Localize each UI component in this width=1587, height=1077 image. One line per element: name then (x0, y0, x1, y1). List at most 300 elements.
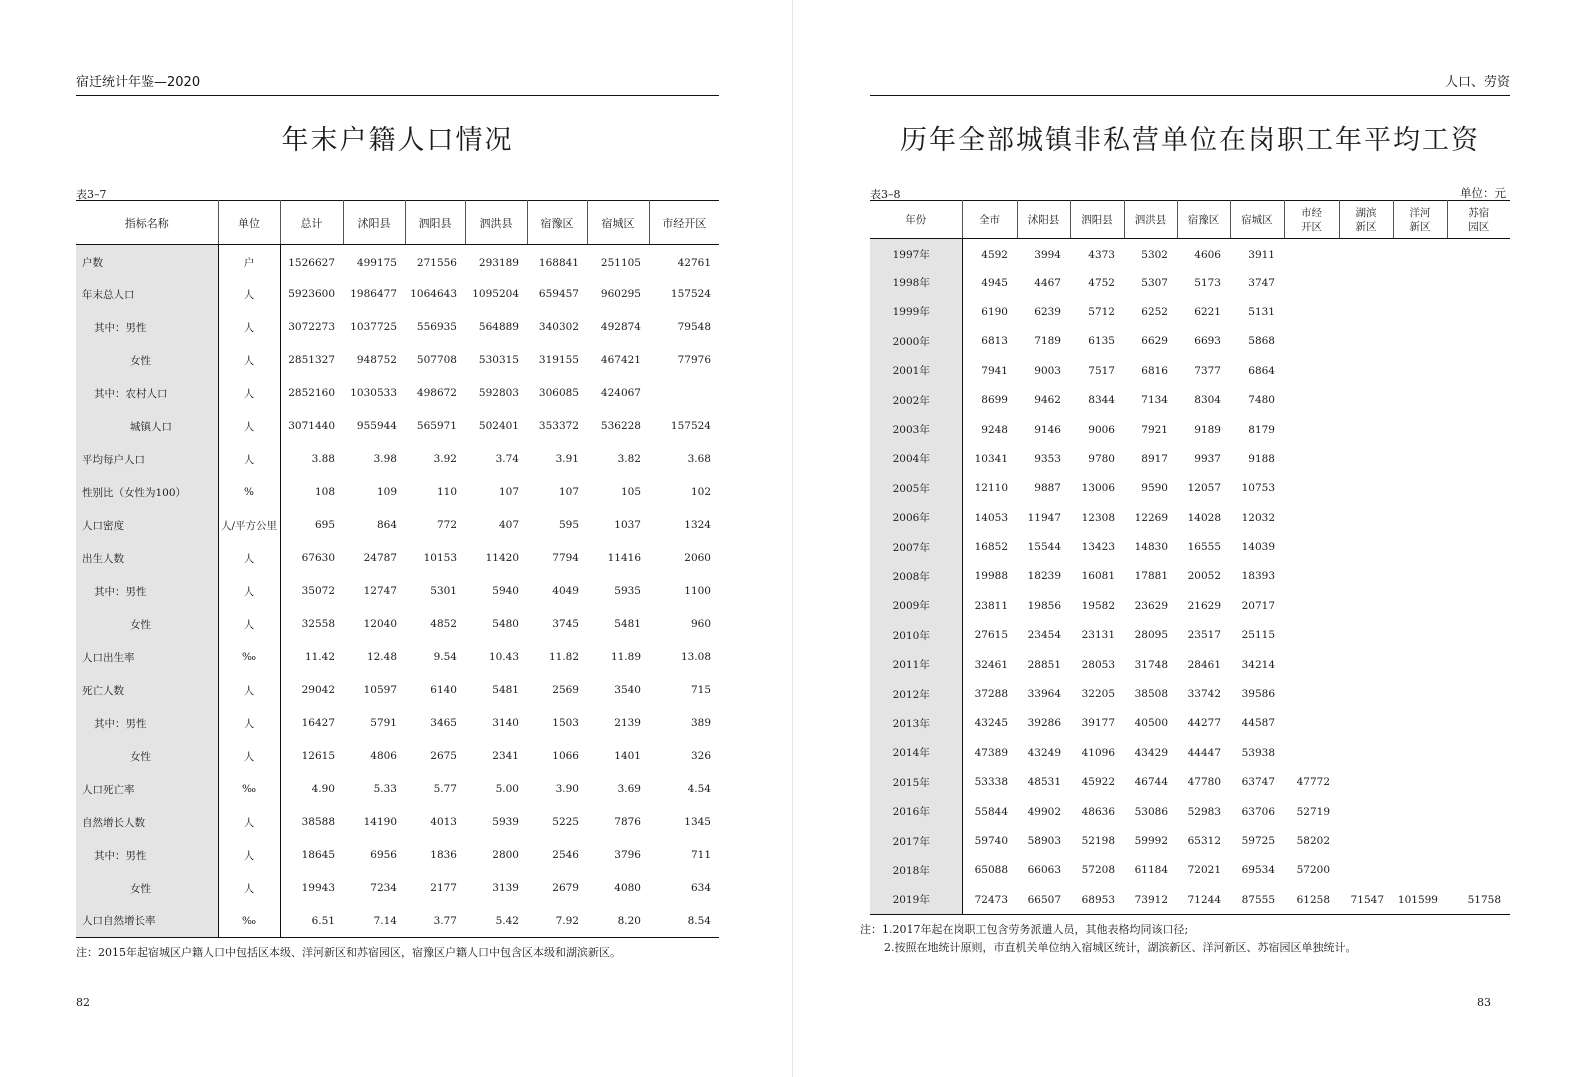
table-cell (1447, 297, 1510, 326)
table-cell: 7517 (1088, 364, 1115, 377)
table-cell: 10753 (1241, 482, 1275, 495)
row-label: 女性 (76, 872, 218, 905)
table-row (76, 443, 719, 476)
table-cell: 73912 (1134, 893, 1168, 906)
table-cell: 8.20 (617, 914, 641, 927)
table-row (76, 839, 719, 872)
table-cell (1447, 591, 1510, 620)
table-cell (1393, 268, 1447, 297)
table-cell: 11416 (607, 552, 641, 564)
table-cell (1447, 327, 1510, 356)
column-header: 宿豫区 (527, 201, 587, 245)
table-cell (1447, 562, 1510, 591)
column-header-line: 年份 (905, 213, 927, 226)
table-cell: 3994 (1034, 248, 1061, 261)
table-cell: 7234 (370, 882, 397, 894)
table-cell (1447, 797, 1510, 826)
table-cell: 9.54 (433, 651, 457, 663)
table-cell (1284, 268, 1339, 297)
table-cell: 57208 (1081, 864, 1115, 877)
table-cell: 28053 (1081, 658, 1115, 671)
table-cell: 23517 (1187, 629, 1221, 642)
column-header-line: 苏宿 (1468, 206, 1490, 219)
table-cell: 53938 (1241, 746, 1275, 759)
row-unit: 人 (218, 278, 280, 311)
row-label: 户数 (76, 245, 218, 278)
table-cell: 31748 (1134, 658, 1168, 671)
table-cell: 71547 (1350, 893, 1384, 906)
table-cell: 3.91 (555, 453, 579, 465)
table-cell: 32205 (1081, 688, 1115, 701)
table-cell (1393, 621, 1447, 650)
table-cell: 1836 (430, 849, 457, 861)
table-cell (1339, 385, 1393, 414)
table-cell: 16555 (1187, 541, 1221, 554)
table-cell: 6239 (1034, 305, 1061, 318)
row-label: 其中：农村人口 (76, 377, 218, 410)
table-cell: 43429 (1134, 746, 1168, 759)
table-cell: 9248 (981, 423, 1008, 436)
table-row (76, 608, 719, 641)
table-cell (1393, 239, 1447, 268)
table-cell: 10597 (363, 684, 397, 696)
column-header (1017, 201, 1070, 239)
row-year: 2008年 (870, 562, 962, 591)
table-cell: 772 (436, 519, 457, 531)
table-cell (1393, 503, 1447, 532)
table-cell: 5935 (614, 585, 641, 597)
table-cell: 5481 (492, 684, 519, 696)
table-row (870, 415, 1510, 444)
table-cell: 8917 (1141, 452, 1168, 465)
table-cell: 4852 (430, 618, 457, 630)
column-header: 泗阳县 (405, 201, 465, 245)
table-cell: 3796 (614, 849, 641, 861)
row-unit: 人 (218, 575, 280, 608)
table-row (870, 327, 1510, 356)
row-label: 平均每户人口 (76, 443, 218, 476)
table-cell: 72021 (1187, 864, 1221, 877)
table-cell (1284, 738, 1339, 767)
table-cell: 5923600 (288, 288, 335, 300)
table-cell: 11947 (1027, 511, 1061, 524)
row-year: 2010年 (870, 621, 962, 650)
table-cell: 157524 (670, 420, 711, 432)
table-cell: 389 (690, 717, 711, 729)
column-header-line: 沭阳县 (1027, 213, 1060, 226)
table-cell: 499175 (356, 256, 397, 269)
table-cell: 27615 (974, 629, 1008, 642)
row-year: 2011年 (870, 650, 962, 679)
table-cell (649, 377, 719, 410)
table-cell: 2569 (552, 684, 579, 696)
table-cell: 55844 (974, 805, 1008, 818)
table-cell: 3.92 (433, 453, 457, 465)
table-cell: 3465 (430, 717, 457, 729)
table-cell: 67630 (301, 552, 335, 564)
table-cell: 45922 (1081, 776, 1115, 789)
table-cell: 5940 (492, 585, 519, 597)
table-cell: 1324 (684, 519, 711, 531)
table-row (870, 856, 1510, 885)
row-unit: 人 (218, 839, 280, 872)
table-cell: 3.98 (373, 453, 397, 465)
table-cell: 2800 (492, 849, 519, 861)
table-cell (1284, 650, 1339, 679)
table-cell: 39177 (1081, 717, 1115, 730)
column-header (1177, 201, 1230, 239)
column-header-line: 洋河 (1409, 206, 1431, 219)
row-year: 2004年 (870, 444, 962, 473)
table-cell: 87555 (1241, 893, 1275, 906)
table-cell: 5302 (1141, 248, 1168, 261)
table-cell: 101599 (1397, 893, 1438, 906)
column-header-line: 全市 (979, 213, 1000, 226)
table-cell: 3747 (1248, 276, 1275, 289)
table-cell: 1037725 (350, 321, 397, 333)
table-cell (1339, 239, 1393, 268)
table-cell: 108 (314, 486, 335, 498)
table-cell: 9780 (1088, 452, 1115, 465)
table-cell: 10.43 (488, 651, 519, 663)
table-cell: 1526627 (288, 256, 335, 269)
table-row (76, 311, 719, 344)
table-cell: 9887 (1034, 482, 1061, 495)
table-cell: 7480 (1248, 394, 1275, 407)
table-cell (1284, 297, 1339, 326)
table-row (76, 806, 719, 839)
column-header: 总计 (280, 201, 343, 245)
table-cell: 10341 (974, 452, 1008, 465)
table-cell: 960 (690, 618, 711, 630)
table-cell: 9353 (1034, 452, 1061, 465)
left-page (0, 0, 793, 1077)
table-cell: 407 (498, 519, 519, 531)
table-row (76, 245, 719, 278)
table-cell: 6813 (981, 335, 1008, 348)
table-cell: 69534 (1241, 864, 1275, 877)
table-cell: 20717 (1241, 599, 1275, 612)
table-row (870, 532, 1510, 561)
table-number: 表3–7 (76, 188, 107, 201)
table-cell: 5225 (552, 816, 579, 828)
table-cell: 105 (620, 486, 641, 498)
table-cell: 3.82 (617, 453, 641, 465)
table-cell: 18239 (1027, 570, 1061, 583)
table-row (870, 444, 1510, 473)
table-cell: 43249 (1027, 746, 1061, 759)
table-cell: 63706 (1241, 805, 1275, 818)
table-cell: 3.88 (311, 453, 335, 465)
table-cell (1393, 826, 1447, 855)
table-cell (1393, 709, 1447, 738)
table-cell: 1345 (684, 816, 711, 828)
table-cell (1393, 356, 1447, 385)
table-cell: 3.68 (687, 453, 711, 465)
table-cell: 18393 (1241, 570, 1275, 583)
table-cell (1339, 768, 1393, 797)
table-cell: 66507 (1027, 893, 1061, 906)
table-cell: 5301 (430, 585, 457, 597)
table-cell (1393, 797, 1447, 826)
table-cell: 14830 (1134, 541, 1168, 554)
running-head: 人口、劳资 (870, 74, 1510, 96)
column-header (1230, 201, 1284, 239)
row-year: 2016年 (870, 797, 962, 826)
table-cell (1393, 444, 1447, 473)
table-cell: 659457 (538, 288, 579, 300)
table-cell: 634 (690, 882, 711, 894)
table-cell (1447, 356, 1510, 385)
table-cell: 12615 (301, 750, 335, 762)
row-unit: 人 (218, 806, 280, 839)
table-row (870, 885, 1510, 914)
table-cell: 59740 (974, 835, 1008, 847)
table-cell (1339, 268, 1393, 297)
table-cell: 61258 (1296, 893, 1330, 906)
table-cell: 52719 (1296, 805, 1330, 818)
table-cell: 5131 (1248, 305, 1275, 318)
table-note (860, 921, 1540, 957)
column-header: 市经开区 (649, 201, 719, 245)
table-cell (1393, 650, 1447, 679)
table-cell (1339, 532, 1393, 561)
table-cell (1447, 709, 1510, 738)
table-row (870, 474, 1510, 503)
table-cell: 9146 (1034, 423, 1061, 436)
table-cell: 7876 (614, 816, 641, 828)
table-cell (1339, 297, 1393, 326)
column-header: 指标名称 (76, 201, 218, 245)
table-cell: 5307 (1141, 276, 1168, 289)
table-cell: 32461 (974, 658, 1008, 671)
table-cell: 110 (436, 486, 457, 498)
table-cell: 507708 (416, 354, 457, 366)
table-cell: 955944 (356, 420, 397, 432)
table-cell: 1037 (614, 519, 641, 531)
table-cell: 492874 (600, 321, 641, 333)
table-cell: 4752 (1088, 276, 1115, 289)
table-cell: 59992 (1134, 835, 1168, 847)
row-label: 人口自然增长率 (76, 905, 218, 938)
table-cell: 9003 (1034, 364, 1061, 377)
table-cell: 71244 (1187, 893, 1221, 906)
table-cell: 2852160 (288, 387, 335, 399)
table-cell (1393, 532, 1447, 561)
table-cell: 13006 (1081, 482, 1115, 495)
table-cell: 3911 (1248, 248, 1275, 261)
column-header-line: 湖滨 (1355, 206, 1377, 219)
column-header: 泗洪县 (465, 201, 527, 245)
table-number: 表3–8 (870, 188, 901, 201)
column-header (870, 201, 962, 239)
table-cell (1393, 679, 1447, 708)
table-row (76, 707, 719, 740)
table-row (76, 410, 719, 443)
table-cell: 52983 (1187, 805, 1221, 818)
column-header (1447, 201, 1510, 239)
table-cell: 4606 (1194, 248, 1221, 261)
table-cell: 12308 (1081, 511, 1115, 524)
table-cell: 40500 (1134, 717, 1168, 730)
table-cell: 8179 (1248, 423, 1275, 436)
note-line-2: 2.按照在地统计原则，市直机关单位纳入宿城区统计，湖滨新区、洋河新区、苏宿园区单独统计。 (884, 941, 1357, 954)
row-year: 2005年 (870, 474, 962, 503)
row-label: 性别比（女性为100） (76, 476, 218, 509)
table-cell: 715 (690, 684, 711, 696)
table-cell: 39586 (1241, 688, 1275, 701)
table-cell: 948752 (356, 354, 397, 366)
row-unit: 人/平方公里 (218, 509, 280, 542)
table-cell (1447, 444, 1510, 473)
table-cell: 536228 (600, 420, 641, 432)
table-cell: 2139 (614, 717, 641, 729)
table-cell: 5939 (492, 816, 519, 828)
table-cell (1339, 709, 1393, 738)
table-cell: 1401 (614, 750, 641, 762)
row-label: 女性 (76, 608, 218, 641)
table-cell (1339, 591, 1393, 620)
table-cell: 6864 (1248, 364, 1275, 377)
table-cell: 3.90 (555, 783, 579, 795)
table-cell: 271556 (416, 256, 457, 269)
column-header: 沭阳县 (343, 201, 405, 245)
table-cell: 1066 (552, 750, 579, 762)
table-cell: 3140 (492, 717, 519, 729)
table-row (870, 621, 1510, 650)
running-head: 宿迁统计年鉴—2020 (76, 74, 719, 96)
row-year: 1998年 (870, 268, 962, 297)
table-cell (1284, 327, 1339, 356)
table-cell: 6252 (1141, 305, 1168, 318)
table-cell: 168841 (538, 256, 579, 269)
row-label: 人口死亡率 (76, 773, 218, 806)
table-row (76, 905, 719, 938)
table-cell: 63747 (1241, 776, 1275, 789)
table-cell: 8304 (1194, 394, 1221, 407)
row-year: 2000年 (870, 327, 962, 356)
table-cell: 11.42 (304, 651, 335, 663)
table-cell: 5868 (1248, 335, 1275, 348)
table-cell: 4945 (981, 276, 1008, 289)
table-cell: 711 (690, 849, 711, 861)
table-row (870, 797, 1510, 826)
table-cell (1284, 356, 1339, 385)
table-cell: 49902 (1027, 805, 1061, 818)
table-cell: 6140 (430, 684, 457, 696)
row-unit: 人 (218, 344, 280, 377)
table-cell: 10153 (423, 552, 457, 564)
table-cell: 9006 (1088, 423, 1115, 436)
table-row (76, 476, 719, 509)
table-cell: 13.08 (680, 651, 711, 663)
table-row (870, 826, 1510, 855)
table-row (76, 773, 719, 806)
row-unit: 人 (218, 740, 280, 773)
table-cell: 11.82 (548, 651, 579, 663)
row-label: 其中：男性 (76, 839, 218, 872)
table-cell: 1064643 (410, 288, 457, 300)
table-cell: 29042 (301, 684, 335, 696)
table-cell (1447, 621, 1510, 650)
table-cell: 9590 (1141, 482, 1168, 495)
table-cell (1393, 856, 1447, 885)
row-year: 2002年 (870, 385, 962, 414)
table-cell: 109 (376, 486, 397, 498)
table-cell: 58903 (1027, 835, 1061, 847)
table-cell: 57200 (1296, 864, 1330, 877)
table-cell (1339, 327, 1393, 356)
table-cell: 51758 (1467, 893, 1501, 906)
table-cell (1393, 591, 1447, 620)
table-cell: 8.54 (687, 914, 711, 927)
table-cell (1339, 503, 1393, 532)
table-cell (1393, 562, 1447, 591)
table-cell (1447, 650, 1510, 679)
table-cell: 16081 (1081, 570, 1115, 583)
table-cell: 556935 (416, 321, 457, 333)
table-cell (1447, 768, 1510, 797)
column-header-line: 泗洪县 (1134, 213, 1167, 226)
table-row (870, 239, 1510, 268)
row-year: 2001年 (870, 356, 962, 385)
table-row (76, 278, 719, 311)
table-cell: 107 (498, 486, 519, 498)
table-cell: 7134 (1141, 394, 1168, 407)
table-cell: 3072273 (288, 321, 335, 333)
table-cell: 19856 (1027, 599, 1061, 612)
table-cell (1447, 826, 1510, 855)
page-title: 年末户籍人口情况 (281, 125, 514, 156)
table-cell: 7.92 (555, 914, 579, 927)
page-number: 82 (76, 996, 90, 1009)
table-cell: 12040 (363, 618, 397, 630)
table-row (76, 872, 719, 905)
table-cell: 695 (314, 519, 335, 531)
table-cell: 1986477 (350, 288, 397, 300)
table-cell: 43245 (974, 717, 1008, 730)
table-cell: 20052 (1187, 570, 1221, 583)
table-cell: 8699 (981, 394, 1008, 407)
row-unit: 人 (218, 311, 280, 344)
column-header-line: 开区 (1301, 220, 1322, 233)
table-cell: 353372 (538, 420, 579, 432)
table-cell: 4013 (430, 816, 457, 828)
column-header-line: 园区 (1468, 220, 1490, 233)
table-cell: 44277 (1187, 717, 1221, 730)
table-cell: 38508 (1134, 688, 1168, 701)
table-cell: 4049 (552, 585, 579, 597)
row-label: 其中：男性 (76, 707, 218, 740)
table-cell: 2060 (684, 552, 711, 564)
table-cell: 47780 (1187, 776, 1221, 789)
table-cell: 5.33 (373, 783, 397, 795)
table-cell (1284, 239, 1339, 268)
table-cell: 5173 (1194, 276, 1221, 289)
table-cell: 7941 (981, 364, 1008, 377)
table-cell (1447, 268, 1510, 297)
table-cell: 564889 (478, 321, 519, 333)
table-cell: 21629 (1187, 599, 1221, 612)
table-row (870, 503, 1510, 532)
row-year: 2015年 (870, 768, 962, 797)
table-cell: 52198 (1081, 835, 1115, 847)
table-cell: 3.74 (495, 453, 519, 465)
table-row (870, 297, 1510, 326)
row-year: 2014年 (870, 738, 962, 767)
table-cell: 4373 (1088, 248, 1115, 261)
table-cell (1447, 415, 1510, 444)
